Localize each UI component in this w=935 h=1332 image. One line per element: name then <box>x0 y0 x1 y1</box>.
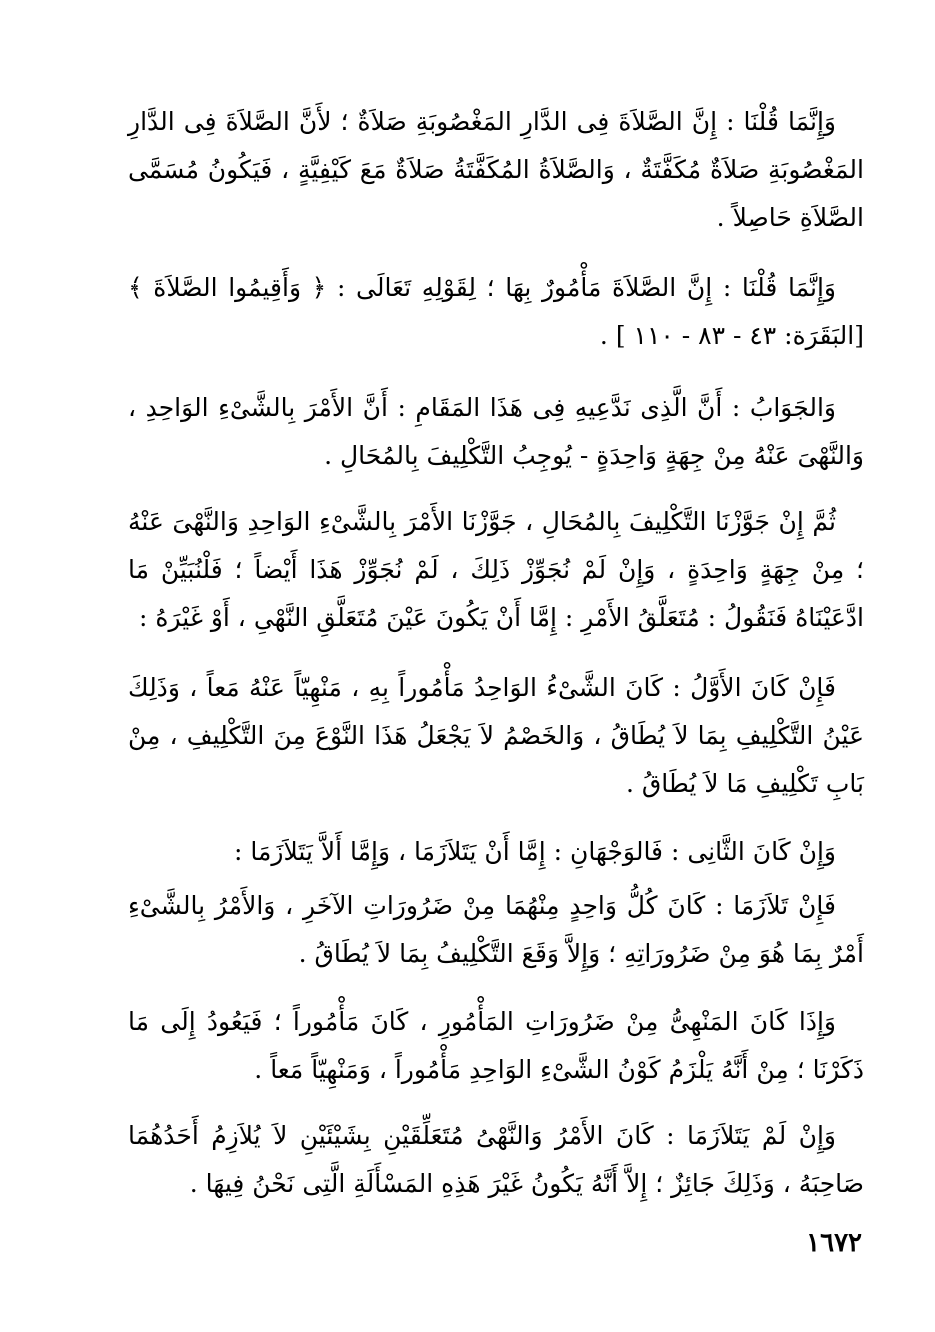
paragraph-6: وَإِنْ كَانَ الثَّانِى : فَالوَجْهَانِ : إِمَّا أَنْ يَتَلاَزَمَا ، وَإِمَّا أَلاَّ يَتَلاَزَمَا : <box>234 837 836 866</box>
paragraph-8: وَإِذَا كَانَ المَنْهِىُّ مِنْ ضَرُورَاتِ المَأْمُورِ ، كَانَ مَأْمُوراً ؛ فَيَعُودُ إِلَى مَا ذَكَرْنَا ؛ مِنْ أَنَّهُ يَلْزَمُ كَوْنُ الشَّىْءِ الوَاحِدِ مَأْمُوراً ، وَمَنْهِيّاً مَعاً . <box>128 1007 864 1084</box>
paragraph-5: فَإِنْ كَانَ الأَوَّلُ : كَانَ الشَّىْءُ الوَاحِدُ مَأْمُوراً بِهِ ، مَنْهِيّاً عَنْهُ مَعاً ، وَذَلِكَ عَيْنُ التَّكْلِيفِ بِمَا لاَ يُطَاقُ ، وَالخَصْمُ لاَ يَجْعَلُ هَذَا النَّوْعَ مِنَ التَّكْلِيفِ ، مِنْ بَابِ تَكْلِيفِ مَا لاَ يُطَاقُ . <box>128 673 864 798</box>
paragraph-1: وَإِنَّمَا قُلْنَا : إِنَّ الصَّلاَةَ فِى الدَّارِ المَغْصُوبَةِ صَلاَةٌ ؛ لأَنَّ الصَّلاَةَ فِى الدَّارِ المَغْصُوبَةِ صَلاَةٌ مُكَفَّتَةٌ ، وَالصَّلاَةُ المُكَفَّتَةُ صَلاَةٌ مَعَ كَيْفِيَّةٍ ، فَيَكُونُ مُسَمَّى الصَّلاَةِ حَاصِلاً . <box>128 107 864 232</box>
page-number: ١٦٧٢ <box>806 1228 862 1258</box>
paragraph-4: ثُمَّ إِنْ جَوَّزْنَا التَّكْلِيفَ بِالمُحَالِ ، جَوَّزْنَا الأَمْرَ بِالشَّىْءِ الوَاحِدِ وَالنَّهْىَ عَنْهُ ؛ مِنْ جِهَةٍ وَاحِدَةٍ ، وَإِنْ لَمْ نُجَوِّزْ ذَلِكَ ، لَمْ نُجَوِّزْ هَذَا أَيْضاً ؛ فَلْنُبَيِّنْ مَا ادَّعَيْنَاهُ فَنَقُولُ : مُتَعَلَّقُ الأَمْرِ : إِمَّا أَنْ يَكُونَ عَيْنَ مُتَعَلَّقِ النَّهْىِ ، أَوْ غَيْرَهُ : <box>128 507 864 632</box>
paragraph-3: وَالجَوَابُ : أَنَّ الَّذِى نَدَّعِيهِ فِى هَذَا المَقَامِ : أَنَّ الأَمْرَ بِالشَّىْءِ الوَاحِدِ ، وَالنَّهْىَ عَنْهُ مِنْ جِهَةٍ وَاحِدَةٍ - يُوجِبُ التَّكْلِيفَ بِالمُحَالِ . <box>128 393 864 470</box>
paragraph-9: وَإِنْ لَمْ يَتَلاَزَمَا : كَانَ الأَمْرُ وَالنَّهْىُ مُتَعَلِّقَيْنِ بِشَيْئَيْنِ لاَ يُلاَزِمُ أَحَدُهُمَا صَاحِبَهُ ، وَذَلِكَ جَائِزٌ ؛ إِلاَّ أَنَّهُ يَكُونُ غَيْرَ هَذِهِ المَسْأَلَةِ الَّتِى نَحْنُ فِيهَا . <box>128 1121 864 1198</box>
paragraph-7: فَإِنْ تَلاَزَمَا : كَانَ كُلُّ وَاحِدٍ مِنْهُمَا مِنْ ضَرُورَاتِ الآخَرِ ، وَالأَمْرُ بِالشَّىْءِ أَمْرٌ بِمَا هُوَ مِنْ ضَرُورَاتِهِ ؛ وَإِلاَّ وَقَعَ التَّكْلِيفُ بِمَا لاَ يُطَاقُ . <box>128 891 864 968</box>
paragraph-2: وَإِنَّمَا قُلْنَا : إِنَّ الصَّلاَةَ مَأْمُورٌ بِهَا ؛ لِقَوْلِهِ تَعَالَى : ﴿ وَأَقِيمُوا الصَّلاَةَ ﴾ [البَقَرَة: ٤٣ - ٨٣ - ١١٠ ] . <box>128 273 864 350</box>
